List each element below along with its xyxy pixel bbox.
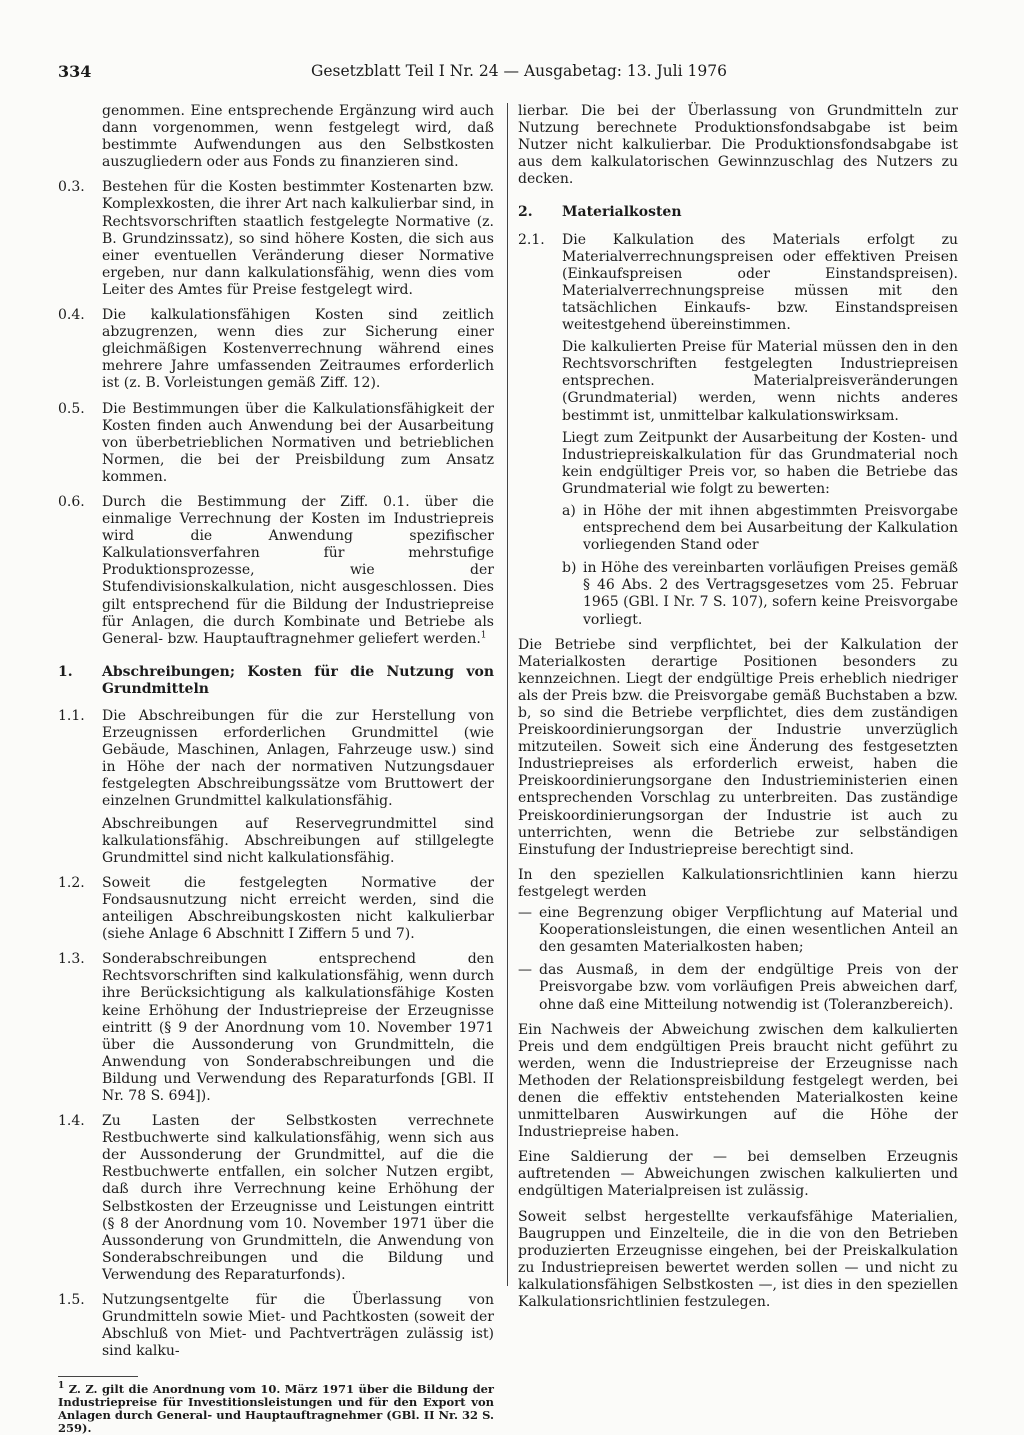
- paragraph-1-5: 1.5. Nutzungsentgelte für die Überlassung von Grundmitteln sowie Miet- und Pachtkosten (soweit der Abschluß von Miet- und Pachtverträgen zulässig ist) sind kalku-: [58, 1292, 494, 1360]
- dash-item-1: — eine Begrenzung obiger Verpflichtung auf Material und Kooperationsleistungen, die einen wesentlichen Anteil an den gesamten Materialkosten haben;: [518, 905, 958, 956]
- paragraph-number: 0.5.: [58, 400, 85, 417]
- paragraph-0-5: 0.5. Die Bestimmungen über die Kalkulationsfähigkeit der Kosten finden auch Anwendung bei der Ausarbeitung von überbetrieblichen Normativen und betrieblichen Normen, die bei der Preisbildung zum Ansatz kommen.: [58, 400, 494, 485]
- paragraph-number: 2.1.: [518, 231, 545, 248]
- running-title: Gesetzblatt Teil I Nr. 24 — Ausgabetag: 13. Juli 1976: [311, 62, 727, 80]
- list-item-a: a) in Höhe der mit ihnen abgestimmten Preisvorgabe entsprechend dem bei Ausarbeitung der Kalkulation vorliegenden Stand oder: [562, 502, 958, 554]
- paragraph-number: 1.1.: [58, 708, 85, 724]
- right-column: [518, 103, 958, 1319]
- paragraph-number: 0.3.: [58, 179, 85, 196]
- paragraph-1-3: 1.3. Sonderabschreibungen entsprechend den Rechtsvorschriften sind kalkulationsfähig, wenn durch ihre Berücksichtigung als kalkulationsfähige Kosten keine Erhöhung der Industriepreise der Erzeugnisse eintritt (§ 9 der Anordnung vom 10. November 1971 über die Aussonderung von Grundmitteln, die Anwendung von Sonderabschreibungen und die Bildung und Verwendung des Reparaturfonds [GBl. II Nr. 78 S. 694]).: [58, 951, 494, 1104]
- footnote-ref[interactable]: 1: [480, 630, 487, 641]
- dash-item-2: — das Ausmaß, in dem der endgültige Preis von der Preisvorgabe bzw. vom vorläufigen Preis abweichen darf, ohne daß eine Mitteilung notwendig ist (Toleranzbereich).: [518, 962, 958, 1013]
- page-number: 334: [58, 62, 92, 81]
- paragraph-number: 1.5.: [58, 1292, 85, 1308]
- section-heading-1: 1. Abschreibungen; Kosten für die Nutzung von Grundmitteln: [58, 663, 494, 697]
- paragraph-0-6: 0.6. Durch die Bestimmung der Ziff. 0.1. über die einmalige Verrechnung der Kosten im Industriepreis wird die Anwendung spezifischer Kalkulationsverfahren für mehrstufige Produktionsprozesse, wie der Stufendivisionskalkulation, nicht ausgeschlossen. Dies gilt entsprechend für die Bildung der Industriepreise für Anlagen, die durch Kombinate und Betriebe als General- bzw. Hauptauftragnehmer geliefert werden.$^1$: [58, 493, 494, 647]
- column-divider: [507, 103, 508, 1286]
- footnote: $^1$ Z. Z. gilt die Anordnung vom 10. März 1971 über die Bildung der Industriepreise für Investitionsleistungen und für den Export von Anlagen durch General- und Hauptauftragnehmer (GBl. II Nr. 32 S. 259).: [58, 1381, 494, 1435]
- paragraph: Ein Nachweis der Abweichung zwischen dem kalkulierten Preis und dem endgültigen Preis braucht nicht geführt zu werden, wenn die Industriepreise der Erzeugnisse nach Methoden der Relationspreisbildung festgelegt werden, bei denen die effektiv entstehenden Materialkosten keine unmittelbaren Auswirkungen auf die Höhe der Industriepreise haben.: [518, 1021, 958, 1141]
- left-column: [58, 103, 494, 1435]
- paragraph: In den speziellen Kalkulationsrichtlinien kann hierzu festgelegt werden: [518, 866, 958, 900]
- paragraph-0-2-cont: genommen. Eine entsprechende Ergänzung wird auch dann vorgenommen, wenn festgelegt wird, daß bestimmte Aufwendungen aus den Selbstkosten auszugliedern oder aus Fonds zu finanzieren sind.: [102, 103, 494, 171]
- section-heading-2: 2. Materialkosten: [518, 204, 682, 221]
- paragraph-number: 1.4.: [58, 1113, 85, 1130]
- paragraph-1-2: 1.2. Soweit die festgelegten Normative der Fondsausnutzung nicht erreicht werden, sind die anteiligen Abschreibungskosten nicht kalkulierbar (siehe Anlage 6 Abschnitt I Ziffern 5 und 7).: [58, 874, 494, 943]
- page-header: [58, 62, 958, 90]
- paragraph-1-1: 1.1. Die Abschreibungen für die zur Herstellung von Erzeugnissen erforderlichen Grundmittel (wie Gebäude, Maschinen, Anlagen, Fahrzeuge usw.) sind in Höhe der nach der normativen Nutzungsdauer festgelegten Abschreibungssätze vom Bruttowert der einzelnen Grundmittel kalkulationsfähig. Abschreibungen auf Reservegrundmittel sind kalkulationsfähig. Abschreibungen auf stillgelegte Grundmittel sind nicht kalkulationsfähig.: [58, 708, 494, 866]
- paragraph-1-4: 1.4. Zu Lasten der Selbstkosten verrechnete Restbuchwerte sind kalkulationsfähig, wenn sich aus der Aussonderung der Grundmittel, auf die die Restbuchwerte entfallen, ein solcher Nutzen ergibt, daß durch ihre Verrechnung keine Erhöhung der Selbstkosten der Erzeugnisse und Leistungen eintritt (§ 8 der Anordnung vom 10. November 1971 über die Aussonderung von Grundmitteln, die Anwendung von Sonderabschreibungen und die Bildung und Verwendung des Reparaturfonds).: [58, 1113, 494, 1283]
- paragraph-0-3: 0.3. Bestehen für die Kosten bestimmter Kostenarten bzw. Komplexkosten, die ihrer Art nach kalkulierbar sind, in Rechtsvorschriften staatlich festgelegte Normative (z. B. Grundzinssatz), so sind höhere Kosten, die sich aus einer eventuellen Veränderung dieser Normative ergeben, nur dann kalkulationsfähig, wenn dies vom Leiter des Amtes für Preise festgelegt wird.: [58, 179, 494, 298]
- paragraph-1-5-cont: lierbar. Die bei der Überlassung von Grundmitteln zur Nutzung berechnete Produktionsfondsabgabe ist beim Nutzer nicht kalkulierbar. Die Produktionsfondsabgabe ist aus dem kalkulatorischen Gewinnzuschlag des Nutzers zu decken.: [518, 103, 958, 188]
- paragraph: Eine Saldierung der — bei demselben Erzeugnis auftretenden — Abweichungen zwischen kalkulierten und endgültigen Materialpreisen ist zulässig.: [518, 1149, 958, 1200]
- list-item-b: b) in Höhe des vereinbarten vorläufigen Preises gemäß § 46 Abs. 2 des Vertragsgesetzes vom 25. Februar 1965 (GBl. I Nr. 7 S. 107), sofern keine Preisvorgabe vorliegt.: [562, 560, 958, 628]
- paragraph: Die Betriebe sind verpflichtet, bei der Kalkulation der Materialkosten derartige Positionen besonders zu kennzeichnen. Liegt der endgültige Preis erheblich niedriger als der Preis bzw. die Preisvorgabe gemäß Buchstaben a bzw. b, so sind die Betriebe verpflichtet, dies dem zuständigen Preiskoordinierungsorgan der Industrie unverzüglich mitzuteilen. Soweit sich eine Änderung des festgesetzten Industriepreises als erforderlich erweist, haben die Preiskoordinierungsorgane den Industrieministerien einen entsprechenden Vorschlag zu unterbreiten. Das zuständige Preiskoordinierungsorgan der Industrie ist auch zu unterrichten, wenn die Betriebe zur selbständigen Einstufung der Industriepreise berechtigt sind.: [518, 636, 958, 858]
- footnote-rule: [58, 1376, 138, 1377]
- paragraph: Soweit selbst hergestellte verkaufsfähige Materialien, Baugruppen und Einzelteile, die in die von den Betrieben produzierten Erzeugnisse eingehen, bei der Preiskalkulation zu Industriepreisen bewertet werden sollen — und nicht zu kalkulationsfähigen Selbstkosten —, ist dies in den speziellen Kalkulationsrichtlinien festzulegen.: [518, 1208, 958, 1310]
- paragraph-number: 1.3.: [58, 951, 85, 968]
- paragraph-number: 0.6.: [58, 493, 85, 510]
- paragraph-number: 1.2.: [58, 874, 85, 891]
- paragraph-2-1: 2.1. Die Kalkulation des Materials erfolgt zu Materialverrechnungspreisen oder effektiven Preisen (Einkaufspreisen oder Einstandspreisen). Materialverrechnungspreise müssen mit den tatsächlichen Einkaufs- bzw. Einstandspreisen weitestgehend übereinstimmen. Die kalkulierten Preise für Material müssen den in den Rechtsvorschriften festgelegten Industriepreisen entsprechen. Materialpreisveränderungen (Grundmaterial) werden, wenn nichts anderes bestimmt ist, unmittelbar kalkulationswirksam. Liegt zum Zeitpunkt der Ausarbeitung der Kosten- und Industriepreiskalkulation für das Grundmaterial noch kein endgültiger Preis vor, so haben die Betriebe das Grundmaterial wie folgt zu bewerten: a) in Höhe der mit ihnen abgestimmten Preisvorgabe entsprechend dem bei Ausarbeitung der Kalkulation vorliegenden Stand oder b) in Höhe des vereinbarten vorläufigen Preises gemäß § 46 Abs. 2 des Vertragsgesetzes vom 25. Februar 1965 (GBl. I Nr. 7 S. 107), sofern keine Preisvorgabe vorliegt.: [518, 231, 958, 628]
- paragraph-number: 0.4.: [58, 307, 85, 324]
- paragraph-0-4: 0.4. Die kalkulationsfähigen Kosten sind zeitlich abzugrenzen, wenn dies zur Sicherung einer gleichmäßigen Kostenverrechnung während eines mehrere Jahre umfassenden Zeitraumes erforderlich ist (z. B. Vorleistungen gemäß Ziff. 12).: [58, 307, 494, 392]
